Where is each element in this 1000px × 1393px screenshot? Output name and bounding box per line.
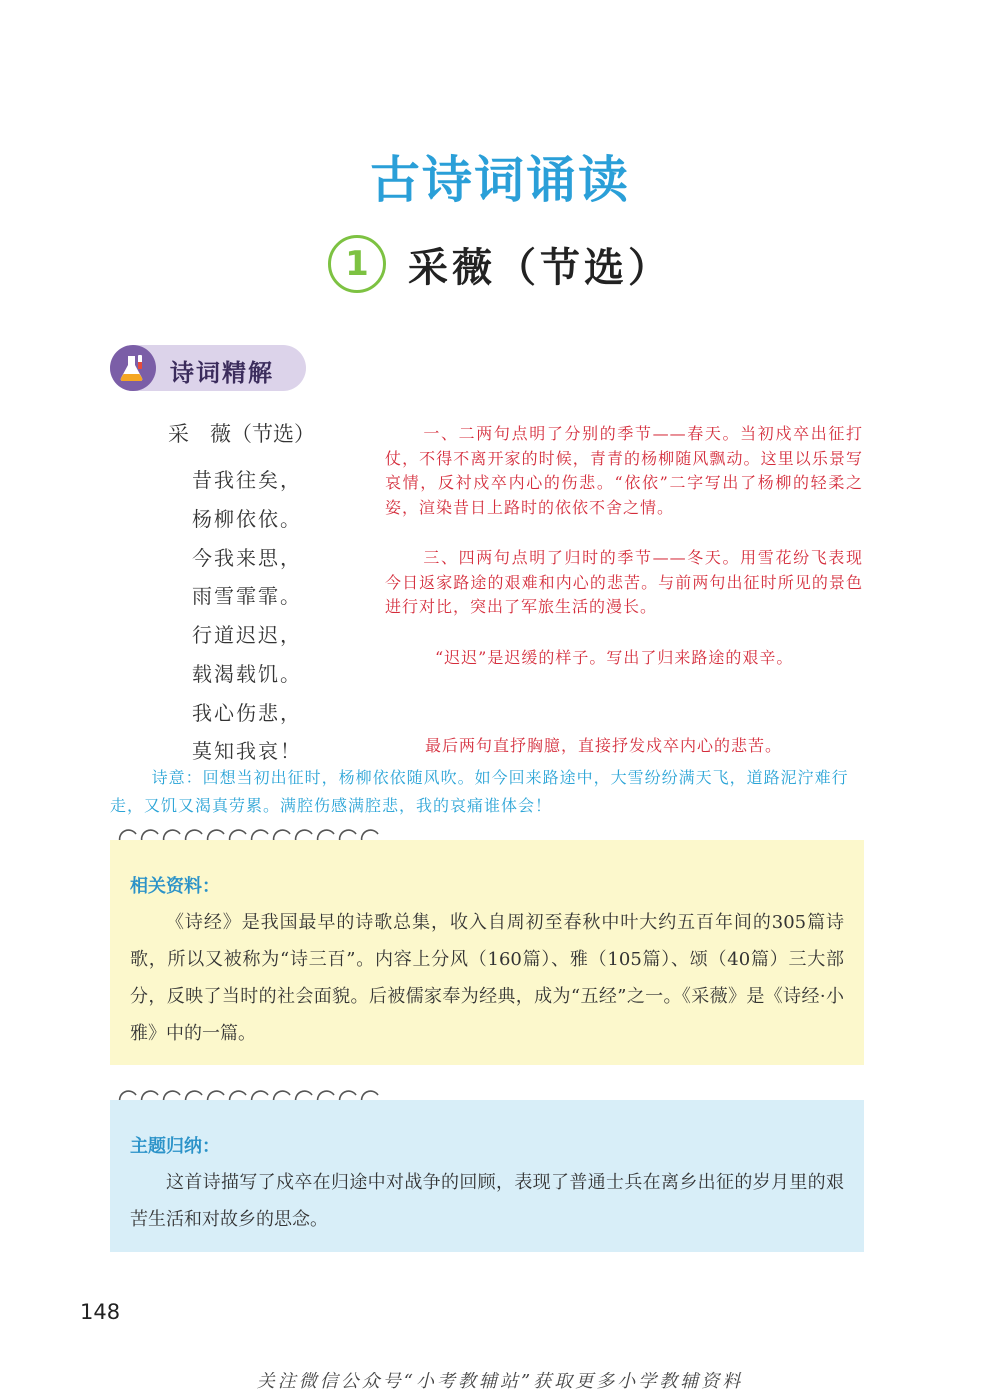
- poem-line: 昔我往矣，: [192, 468, 302, 492]
- page-number: 148: [80, 1300, 121, 1324]
- section-label: 诗词精解: [170, 359, 274, 387]
- flask-icon: [110, 345, 156, 391]
- lesson-header: [0, 232, 1000, 296]
- footer-watermark: 关注微信公众号“小考教辅站”获取更多小学教辅资料: [256, 1371, 744, 1392]
- related-info-box: [110, 840, 864, 1065]
- lesson-number-badge: 1: [328, 235, 386, 293]
- poem-line: 载渴载饥。: [192, 662, 302, 686]
- lesson-title: 采薇（节选）: [408, 244, 672, 291]
- annotation-spring: 一、二两句点明了分别的季节——春天。当初戍卒出征打仗，不得不离开家的时候，青青的杨柳随风飘动。这里以乐景写哀情，反衬戍卒内心的伤悲。“依依”二字写出了杨柳的轻柔之姿，渲染昔日上路时的依依不舍之情。: [385, 424, 863, 517]
- poem-line: 杨柳依依。: [192, 507, 302, 531]
- related-info-text: 《诗经》是我国最早的诗歌总集，收入自周初至春秋中叶大约五百年间的305篇诗歌，所以又被称为“诗三百”。内容上分风（160篇）、雅（105篇）、颂（40篇）三大部分，反映了当时的社会面貌。后被儒家奉为经典，成为“五经”之一。《采薇》是《诗经·小雅》中的一篇。: [130, 912, 844, 1044]
- theme-summary-box: [110, 1100, 864, 1252]
- main-title: 古诗词诵读: [370, 151, 630, 209]
- theme-summary-text: 这首诗描写了戍卒在归途中对战争的回顾，表现了普通士兵在离乡出征的岁月里的艰苦生活和对故乡的思念。: [130, 1172, 844, 1230]
- poem-line: 今我来思，: [192, 546, 302, 570]
- poem-line: 我心伤悲，: [192, 701, 302, 725]
- section-header: [110, 345, 306, 391]
- poem-title: 采 薇（节选）: [168, 422, 315, 446]
- poem-line: 行道迟迟，: [192, 623, 302, 647]
- annotation-chichi: “迟迟”是迟缓的样子。写出了归来路途的艰辛。: [435, 648, 794, 667]
- related-info-heading: 相关资料：: [130, 876, 220, 897]
- annotation-winter: 三、四两句点明了归时的季节——冬天。用雪花纷飞表现今日返家路途的艰难和内心的悲苦。与前两句出征时所见的景色进行对比，突出了军旅生活的漫长。: [385, 548, 863, 616]
- poem-line: 莫知我哀！: [192, 739, 302, 763]
- annotation-ending: 最后两句直抒胸臆，直接抒发戍卒内心的悲苦。: [425, 736, 783, 755]
- poem-line: 雨雪霏霏。: [192, 584, 302, 608]
- poem-meaning: 诗意：回想当初出征时，杨柳依依随风吹。如今回来路途中，大雪纷纷满天飞，道路泥泞难行走，又饥又渴真劳累。满腔伤感满腔悲，我的哀痛谁体会！: [110, 768, 849, 815]
- theme-summary-heading: 主题归纳：: [130, 1136, 220, 1157]
